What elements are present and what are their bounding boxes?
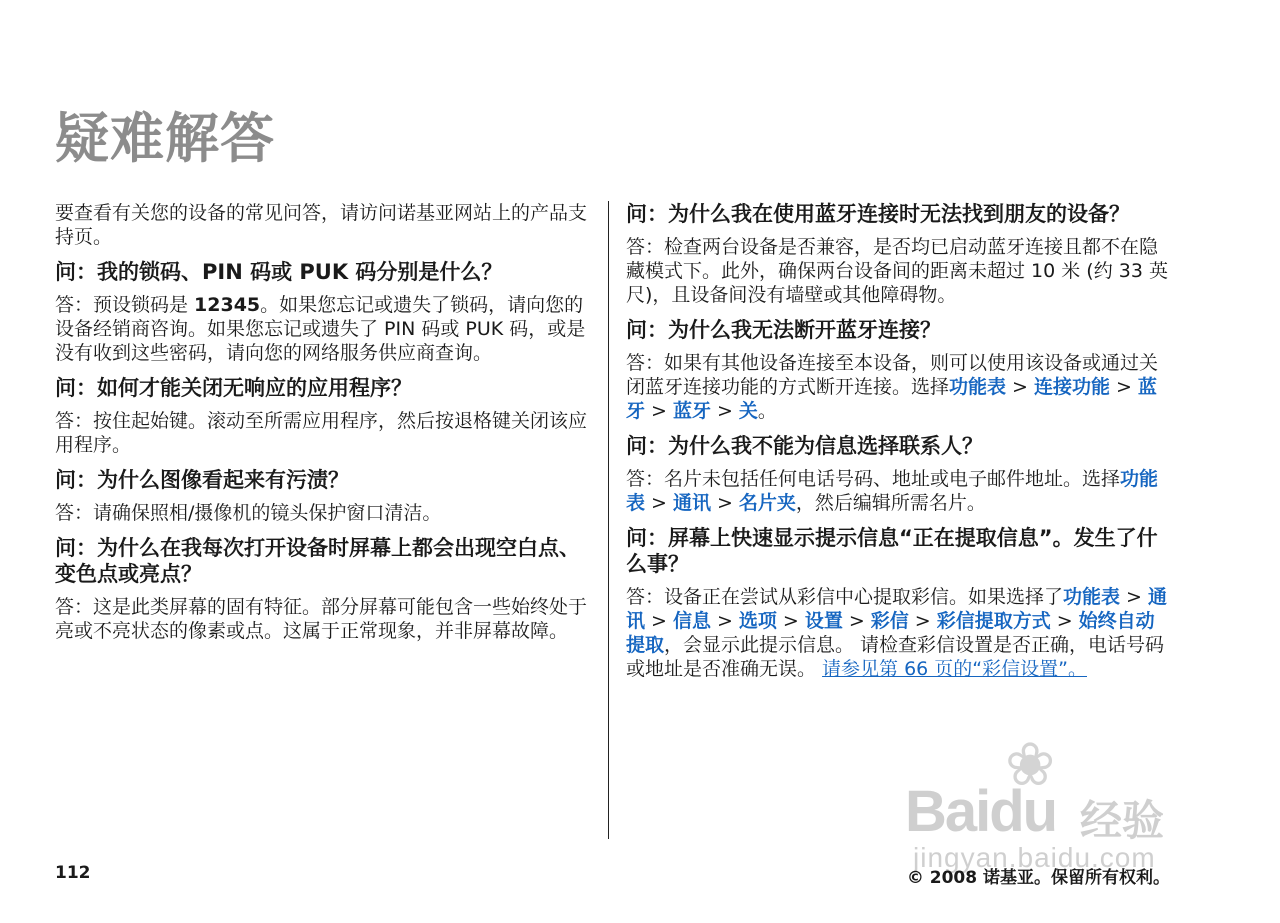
menu-path-item: 蓝牙 xyxy=(672,400,711,422)
default-lock-code: 12345 xyxy=(194,294,261,316)
menu-path-item: 功能表 xyxy=(1063,586,1121,608)
question-lock-code: 问：我的锁码、PIN 码或 PUK 码分别是什么？ xyxy=(55,260,503,284)
menu-separator: > xyxy=(651,492,667,514)
baidu-jingyan-watermark xyxy=(905,730,1205,880)
menu-path-item: 设置 xyxy=(804,610,843,632)
answer-text: 答：名片未包括任何电话号码、地址或电子邮件地址。选择 xyxy=(626,468,1121,490)
left-column xyxy=(55,201,595,653)
answer-smudged-image: 答：请确保照相/摄像机的镜头保护窗口清洁。 xyxy=(55,502,442,524)
answer-text: 答：预设锁码是 xyxy=(55,294,195,316)
menu-separator: > xyxy=(651,400,667,422)
answer-text: 。如果您忘记或遗失了锁码，请向您的设备经销商咨询。如果您忘记或遗失了 PIN 码或 PUK 码，或是没有收到这些密码，请向您的网络服务供应商查询。 xyxy=(55,294,586,364)
question-close-app: 问：如何才能关闭无响应的应用程序？ xyxy=(55,376,412,400)
watermark-url: jingyan.baidu.com xyxy=(913,842,1156,873)
watermark-brand: 经验 xyxy=(1080,797,1165,844)
page-title: 疑难解答 xyxy=(55,107,275,170)
answer-text: ，会显示此提示信息。 请检查彩信设置是否正确，电话号码或地址是否准确无误。 xyxy=(626,634,1165,680)
menu-path-item: 通讯 xyxy=(672,492,711,514)
menu-separator: > xyxy=(1115,376,1132,398)
column-divider xyxy=(608,201,609,839)
menu-path-item: 通讯 xyxy=(626,586,1167,632)
menu-separator: > xyxy=(716,610,733,632)
answer-text: 。 xyxy=(757,400,777,422)
mms-settings-link[interactable]: 请参见第 66 页的“彩信设置”。 xyxy=(822,658,1087,680)
paw-icon: ❀ xyxy=(1005,731,1056,798)
copyright: © 2008 诺基亚。保留所有权利。 xyxy=(906,868,1170,888)
menu-path-item: 功能表 xyxy=(949,376,1007,398)
answer-text: ，然后编辑所需名片。 xyxy=(795,492,986,514)
menu-separator: > xyxy=(1012,376,1028,398)
menu-separator: > xyxy=(782,610,799,632)
question-bluetooth-disconnect: 问：为什么我无法断开蓝牙连接？ xyxy=(626,318,941,342)
menu-separator: > xyxy=(1056,610,1073,632)
menu-path-item: 名片夹 xyxy=(738,492,796,514)
page-number: 112 xyxy=(55,863,91,883)
menu-path-item: 选项 xyxy=(738,610,777,632)
menu-path-item: 彩信提取方式 xyxy=(936,610,1051,632)
menu-path-item: 连接功能 xyxy=(1033,376,1110,398)
answer-select-contact xyxy=(626,467,1171,515)
answer-screen-dots: 答：这是此类屏幕的固有特征。部分屏幕可能包含一些始终处于亮或不亮状态的像素或点。这属于正常现象，并非屏幕故障。 xyxy=(55,596,588,642)
menu-path-item: 彩信 xyxy=(870,610,909,632)
menu-path-item: 关 xyxy=(738,400,758,422)
answer-lock-code xyxy=(55,293,595,365)
menu-separator: > xyxy=(716,400,733,422)
answer-bluetooth-find: 答：检查两台设备是否兼容，是否均已启动蓝牙连接且都不在隐藏模式下。此外，确保两台设备间的距离未超过 10 米 (约 33 英尺)，且设备间没有墙壁或其他障碍物。 xyxy=(626,236,1168,306)
question-select-contact: 问：为什么我不能为信息选择联系人？ xyxy=(626,434,983,458)
question-retrieving-message: 问：屏幕上快速显示提示信息“正在提取信息”。发生了什么事？ xyxy=(626,526,1158,576)
menu-separator: > xyxy=(1126,586,1142,608)
answer-text: 答：设备正在尝试从彩信中心提取彩信。如果选择了 xyxy=(626,586,1064,608)
question-bluetooth-find: 问：为什么我在使用蓝牙连接时无法找到朋友的设备？ xyxy=(626,202,1130,226)
answer-close-app: 答：按住起始键。滚动至所需应用程序，然后按退格键关闭该应用程序。 xyxy=(55,410,588,456)
menu-path-item: 信息 xyxy=(672,610,711,632)
menu-separator: > xyxy=(848,610,865,632)
menu-path-item: 功能表 xyxy=(626,468,1159,514)
right-column xyxy=(626,201,1171,691)
watermark-logo: Baidu xyxy=(905,779,1057,844)
answer-text: 答：如果有其他设备连接至本设备，则可以使用该设备或通过关闭蓝牙连接功能的方式断开连接。选择 xyxy=(626,352,1159,398)
menu-separator: > xyxy=(716,492,733,514)
answer-retrieving-message xyxy=(626,585,1171,681)
intro-text: 要查看有关您的设备的常见问答，请访问诺基亚网站上的产品支持页。 xyxy=(55,202,588,248)
question-screen-dots: 问：为什么在我每次打开设备时屏幕上都会出现空白点、变色点或亮点？ xyxy=(55,536,580,586)
menu-path-item: 蓝牙 xyxy=(626,376,1157,422)
menu-path-item: 始终自动提取 xyxy=(626,610,1155,656)
menu-separator: > xyxy=(914,610,931,632)
question-smudged-image: 问：为什么图像看起来有污渍？ xyxy=(55,468,349,492)
menu-separator: > xyxy=(651,610,667,632)
answer-bluetooth-disconnect xyxy=(626,351,1171,423)
